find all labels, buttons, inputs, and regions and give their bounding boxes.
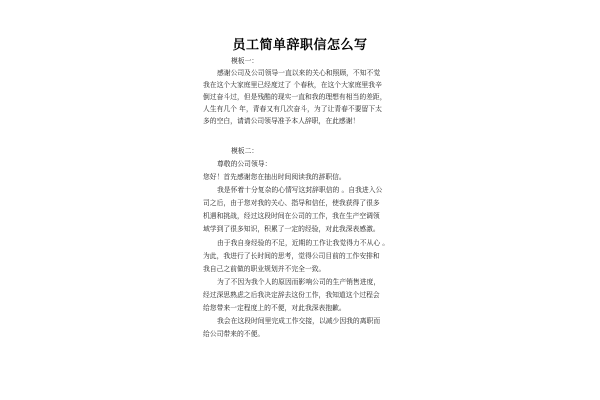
template-two-line: 经过深思熟虑之后我决定辞去这份工作，我知道这个过程会 — [203, 290, 380, 299]
template-one-line: 我在这个大家庭里已经度过了 个春秋，在这个大家庭里我辛 — [203, 81, 382, 89]
template-two-line: 您好！首先感谢您在抽出时间阅读我的辞职信。 — [203, 173, 346, 182]
template-two-line: 由于我自身经验的不足，近期的工作让我觉得力不从心 。 — [217, 238, 390, 247]
template-two-line: 我自己之前做的职业规划并不完全一致。 — [203, 264, 326, 273]
template-two-heading: 模板二： — [231, 147, 259, 155]
template-two-section — [203, 145, 403, 341]
template-two-line: 为了不因为我个人的原因而影响公司的生产销售进度， — [217, 277, 381, 286]
template-two-line: 域学到了很多知识，积累了一定的经验，对此我深表感激。 — [203, 225, 380, 234]
template-one-heading: 模板一： — [231, 57, 259, 65]
template-one-section — [203, 55, 403, 127]
template-two-line: 给公司带来的不便。 — [203, 330, 265, 339]
template-two-line: 司之后，由于您对我的关心、指导和信任，使我获得了很多 — [203, 199, 380, 208]
template-two-line: 为此，我进行了长时间的思考，觉得公司目前的工作安排和 — [203, 251, 380, 260]
salutation-line: 尊敬的公司领导： — [217, 160, 272, 168]
template-two-line: 我会在这段时间里完成工作交接，以减少因我的离职而 — [217, 317, 381, 326]
template-two-line: 给您带来一定程度上的不便，对此我深表抱歉。 — [203, 304, 346, 313]
template-one-line: 倒过奋斗过，但是残酷的现实一直和我的理想有相当的差距， — [203, 93, 387, 101]
template-two-line: 我是怀着十分复杂的心情写这封辞职信的 。自我进入公 — [217, 186, 383, 195]
template-one-line: 多的空白，请请公司领导准予本人辞职，在此感谢！ — [203, 117, 360, 125]
template-one-line: 感谢公司及公司领导一直以来的关心和照顾，不知不觉 — [217, 69, 381, 77]
template-one-line: 人生有几个 年，青春又有几次奋斗，为了让青春不要留下太 — [203, 105, 382, 113]
document-title: 员工简单辞职信怎么写 — [232, 38, 368, 53]
template-two-line: 机遇和挑战，经过这段时间在公司的工作，我在生产空调领 — [203, 212, 380, 221]
